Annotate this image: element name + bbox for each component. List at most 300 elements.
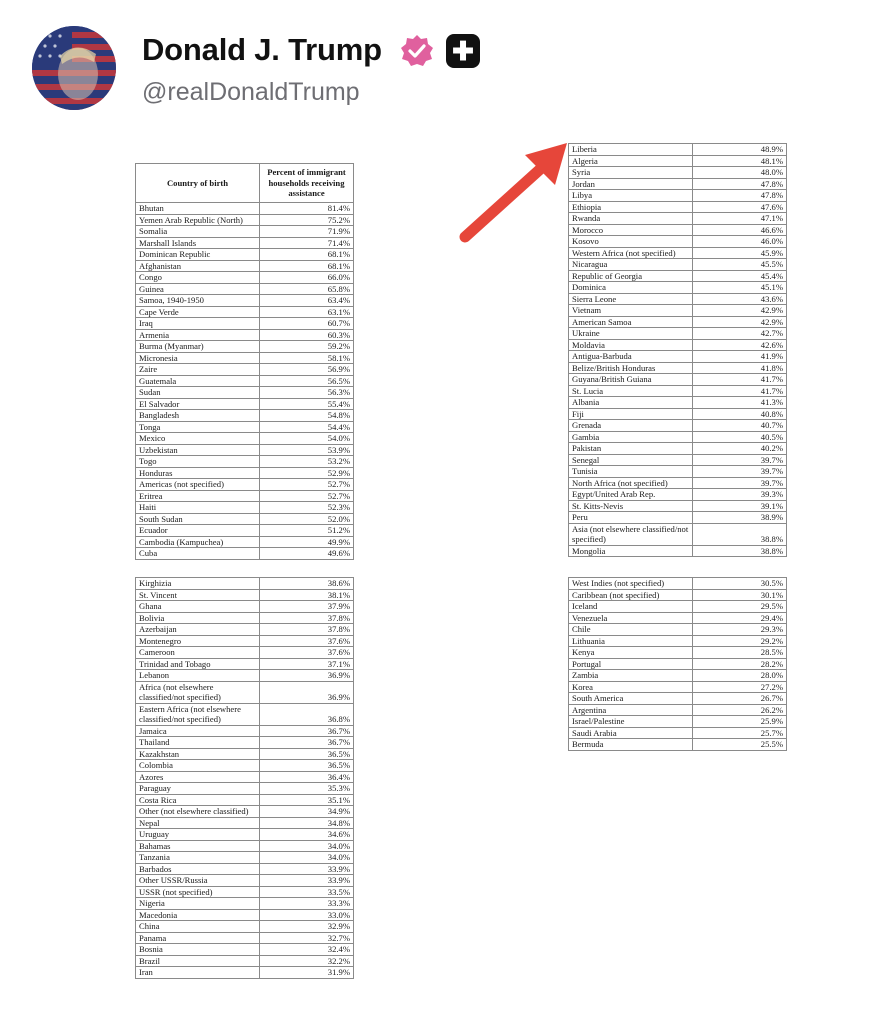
country-cell: Sudan: [136, 387, 260, 399]
percent-cell: 38.8%: [693, 545, 787, 557]
country-cell: Cambodia (Kampuchea): [136, 536, 260, 548]
percent-cell: 41.8%: [693, 362, 787, 374]
table-row: [136, 444, 354, 456]
percent-cell: 40.7%: [693, 420, 787, 432]
percent-cell: 40.2%: [693, 443, 787, 455]
percent-cell: 60.7%: [260, 318, 354, 330]
percent-cell: 46.6%: [693, 224, 787, 236]
percent-cell: 38.6%: [260, 578, 354, 590]
table-row: [569, 704, 787, 716]
percent-cell: 34.0%: [260, 840, 354, 852]
percent-cell: 54.8%: [260, 410, 354, 422]
country-cell: Somalia: [136, 226, 260, 238]
country-cell: Jordan: [569, 178, 693, 190]
country-cell: Bosnia: [136, 944, 260, 956]
table-row: [569, 247, 787, 259]
percent-cell: 39.7%: [693, 454, 787, 466]
table-row: [569, 351, 787, 363]
table-row: [569, 190, 787, 202]
table-row: [569, 443, 787, 455]
percent-cell: 25.7%: [693, 727, 787, 739]
table-row: [569, 362, 787, 374]
table-row: [136, 725, 354, 737]
country-cell: South Sudan: [136, 513, 260, 525]
country-cell: Kenya: [569, 647, 693, 659]
table-row: [136, 387, 354, 399]
percent-cell: 30.5%: [693, 578, 787, 590]
percent-cell: 29.5%: [693, 601, 787, 613]
percent-cell: 28.2%: [693, 658, 787, 670]
country-cell: Grenada: [569, 420, 693, 432]
country-cell: Haiti: [136, 502, 260, 514]
table-row: [136, 341, 354, 353]
country-cell: Samoa, 1940-1950: [136, 295, 260, 307]
country-cell: Rwanda: [569, 213, 693, 225]
table-row: [136, 647, 354, 659]
percent-cell: 34.8%: [260, 817, 354, 829]
percent-cell: 54.4%: [260, 421, 354, 433]
percent-cell: 45.9%: [693, 247, 787, 259]
country-cell: Americas (not specified): [136, 479, 260, 491]
percent-cell: 40.8%: [693, 408, 787, 420]
country-cell: American Samoa: [569, 316, 693, 328]
percent-cell: 42.9%: [693, 305, 787, 317]
percent-cell: 45.4%: [693, 270, 787, 282]
percent-cell: 39.3%: [693, 489, 787, 501]
country-cell: Liberia: [569, 144, 693, 156]
percent-cell: 34.0%: [260, 852, 354, 864]
country-cell: South America: [569, 693, 693, 705]
percent-cell: 27.2%: [693, 681, 787, 693]
country-cell: Micronesia: [136, 352, 260, 364]
percent-cell: 37.8%: [260, 624, 354, 636]
country-cell: Iran: [136, 967, 260, 979]
verified-badge-icon: [400, 34, 434, 68]
country-cell: Marshall Islands: [136, 237, 260, 249]
country-cell: Nepal: [136, 817, 260, 829]
table-row: [569, 545, 787, 557]
country-cell: Nicaragua: [569, 259, 693, 271]
country-cell: Republic of Georgia: [569, 270, 693, 282]
table-row: [136, 329, 354, 341]
country-cell: USSR (not specified): [136, 886, 260, 898]
percent-cell: 45.1%: [693, 282, 787, 294]
country-cell: Korea: [569, 681, 693, 693]
red-arrow-icon: [455, 135, 575, 245]
assistance-table-4: [568, 577, 787, 751]
country-cell: Chile: [569, 624, 693, 636]
table-row: [569, 647, 787, 659]
percent-cell: 36.8%: [260, 703, 354, 725]
percent-cell: 36.5%: [260, 760, 354, 772]
percent-cell: 41.7%: [693, 385, 787, 397]
table-row: [569, 397, 787, 409]
percent-cell: 54.0%: [260, 433, 354, 445]
percent-cell: 39.7%: [693, 477, 787, 489]
country-cell: Ghana: [136, 601, 260, 613]
percent-cell: 32.4%: [260, 944, 354, 956]
percent-cell: 32.2%: [260, 955, 354, 967]
percent-cell: 42.9%: [693, 316, 787, 328]
table-row: [569, 512, 787, 524]
percent-cell: 31.9%: [260, 967, 354, 979]
table-row: [136, 748, 354, 760]
table-row: [136, 817, 354, 829]
country-cell: Pakistan: [569, 443, 693, 455]
percent-cell: 33.0%: [260, 909, 354, 921]
table-row: [136, 875, 354, 887]
percent-cell: 47.8%: [693, 178, 787, 190]
table-row: [569, 693, 787, 705]
table-row: [136, 398, 354, 410]
table-row: [136, 840, 354, 852]
table-row: [569, 420, 787, 432]
country-cell: Bermuda: [569, 739, 693, 751]
assistance-table-2: [135, 577, 354, 979]
table-row: [136, 214, 354, 226]
country-cell: Mongolia: [569, 545, 693, 557]
plus-icon: ✚: [446, 34, 480, 68]
country-cell: Venezuela: [569, 612, 693, 624]
percent-cell: 34.9%: [260, 806, 354, 818]
table-row: [569, 144, 787, 156]
percent-cell: 47.8%: [693, 190, 787, 202]
country-cell: St. Kitts-Nevis: [569, 500, 693, 512]
table-row: [136, 237, 354, 249]
country-cell: Jamaica: [136, 725, 260, 737]
table-row: [569, 716, 787, 728]
percent-cell: 33.9%: [260, 863, 354, 875]
country-cell: El Salvador: [136, 398, 260, 410]
country-cell: Dominican Republic: [136, 249, 260, 261]
percent-cell: 68.1%: [260, 260, 354, 272]
country-cell: Tunisia: [569, 466, 693, 478]
country-cell: Algeria: [569, 155, 693, 167]
post-header: [0, 0, 892, 130]
country-cell: Argentina: [569, 704, 693, 716]
country-cell: Israel/Palestine: [569, 716, 693, 728]
country-cell: Cape Verde: [136, 306, 260, 318]
table-row: [136, 760, 354, 772]
percent-cell: 65.8%: [260, 283, 354, 295]
table-row: [136, 944, 354, 956]
percent-cell: 41.9%: [693, 351, 787, 363]
table-row: [569, 670, 787, 682]
percent-cell: 36.9%: [260, 681, 354, 703]
table-row: [136, 681, 354, 703]
table-row: [136, 806, 354, 818]
table-row: [569, 293, 787, 305]
table-row: [136, 932, 354, 944]
country-cell: Senegal: [569, 454, 693, 466]
table-row: [569, 328, 787, 340]
table-row: [569, 224, 787, 236]
country-cell: China: [136, 921, 260, 933]
table-row: [136, 513, 354, 525]
percent-cell: 66.0%: [260, 272, 354, 284]
percent-cell: 33.5%: [260, 886, 354, 898]
percent-cell: 39.7%: [693, 466, 787, 478]
percent-cell: 56.5%: [260, 375, 354, 387]
country-cell: Uruguay: [136, 829, 260, 841]
country-cell: Morocco: [569, 224, 693, 236]
table-row: [569, 236, 787, 248]
table-row: [569, 201, 787, 213]
table-row: [136, 352, 354, 364]
table-row: [569, 454, 787, 466]
percent-cell: 41.7%: [693, 374, 787, 386]
country-cell: Yemen Arab Republic (North): [136, 214, 260, 226]
percent-cell: 52.9%: [260, 467, 354, 479]
table-row: [136, 467, 354, 479]
country-cell: Kirghizia: [136, 578, 260, 590]
percent-cell: 30.1%: [693, 589, 787, 601]
table-row: [569, 167, 787, 179]
country-cell: Gambia: [569, 431, 693, 443]
percent-cell: 41.3%: [693, 397, 787, 409]
percent-cell: 26.7%: [693, 693, 787, 705]
avatar[interactable]: [32, 26, 116, 110]
table-row: [569, 213, 787, 225]
table-row: [136, 612, 354, 624]
country-cell: Vietnam: [569, 305, 693, 317]
table-row: [136, 410, 354, 422]
country-cell: Panama: [136, 932, 260, 944]
country-cell: Other USSR/Russia: [136, 875, 260, 887]
country-cell: Montenegro: [136, 635, 260, 647]
table-row: [136, 886, 354, 898]
percent-cell: 45.5%: [693, 259, 787, 271]
table-row: [136, 737, 354, 749]
user-handle[interactable]: @realDonaldTrump: [142, 78, 360, 106]
percent-cell: 36.7%: [260, 737, 354, 749]
table-row: [569, 477, 787, 489]
percent-cell: 37.6%: [260, 647, 354, 659]
country-cell: Portugal: [569, 658, 693, 670]
table-row: [136, 955, 354, 967]
country-cell: Asia (not elsewhere classified/not specified): [569, 523, 693, 545]
percent-cell: 47.1%: [693, 213, 787, 225]
percent-cell: 35.1%: [260, 794, 354, 806]
table-row: [569, 259, 787, 271]
percent-cell: 68.1%: [260, 249, 354, 261]
percent-cell: 36.4%: [260, 771, 354, 783]
table-row: [136, 921, 354, 933]
percent-cell: 47.6%: [693, 201, 787, 213]
country-cell: Syria: [569, 167, 693, 179]
percent-cell: 71.4%: [260, 237, 354, 249]
table-row: [136, 421, 354, 433]
percent-cell: 48.9%: [693, 144, 787, 156]
percent-cell: 55.4%: [260, 398, 354, 410]
table-row: [136, 829, 354, 841]
country-cell: Bangladesh: [136, 410, 260, 422]
country-cell: St. Lucia: [569, 385, 693, 397]
table-row: [136, 364, 354, 376]
percent-cell: 37.6%: [260, 635, 354, 647]
country-cell: Caribbean (not specified): [569, 589, 693, 601]
percent-cell: 56.3%: [260, 387, 354, 399]
country-cell: Guatemala: [136, 375, 260, 387]
table-row: [569, 155, 787, 167]
table-row: [569, 316, 787, 328]
percent-cell: 36.9%: [260, 670, 354, 682]
display-name[interactable]: Donald J. Trump: [142, 32, 382, 67]
country-cell: Guinea: [136, 283, 260, 295]
country-cell: West Indies (not specified): [569, 578, 693, 590]
country-cell: Other (not elsewhere classified): [136, 806, 260, 818]
country-cell: Fiji: [569, 408, 693, 420]
table-row: [136, 283, 354, 295]
table-row: [136, 525, 354, 537]
country-cell: Togo: [136, 456, 260, 468]
table-row: [136, 203, 354, 215]
country-cell: Bahamas: [136, 840, 260, 852]
table-row: [136, 456, 354, 468]
table-row: [136, 783, 354, 795]
table-row: [136, 502, 354, 514]
table-row: [136, 624, 354, 636]
table-row: [136, 578, 354, 590]
percent-cell: 75.2%: [260, 214, 354, 226]
percent-cell: 35.3%: [260, 783, 354, 795]
country-cell: Azores: [136, 771, 260, 783]
country-cell: Iceland: [569, 601, 693, 613]
percent-cell: 37.8%: [260, 612, 354, 624]
country-cell: Afghanistan: [136, 260, 260, 272]
country-cell: Bhutan: [136, 203, 260, 215]
table-row: [136, 306, 354, 318]
table-row: [569, 624, 787, 636]
percent-cell: 52.0%: [260, 513, 354, 525]
table-row: [569, 339, 787, 351]
table-row: [569, 385, 787, 397]
percent-cell: 51.2%: [260, 525, 354, 537]
table-row: [569, 500, 787, 512]
percent-cell: 38.8%: [693, 523, 787, 545]
table-row: [136, 703, 354, 725]
table-row: [136, 295, 354, 307]
percent-cell: 37.1%: [260, 658, 354, 670]
country-cell: Libya: [569, 190, 693, 202]
percent-cell: 59.2%: [260, 341, 354, 353]
percent-cell: 28.0%: [693, 670, 787, 682]
percent-cell: 48.0%: [693, 167, 787, 179]
percent-cell: 29.4%: [693, 612, 787, 624]
country-cell: Eritrea: [136, 490, 260, 502]
table-row: [136, 658, 354, 670]
country-cell: Egypt/United Arab Rep.: [569, 489, 693, 501]
percent-cell: 43.6%: [693, 293, 787, 305]
table-row: [136, 967, 354, 979]
table-row: [136, 249, 354, 261]
table-row: [569, 681, 787, 693]
percent-cell: 36.7%: [260, 725, 354, 737]
avatar-flag-portrait-icon: [32, 26, 116, 110]
table-row: [569, 589, 787, 601]
percent-cell: 71.9%: [260, 226, 354, 238]
percent-cell: 38.1%: [260, 589, 354, 601]
country-cell: Honduras: [136, 467, 260, 479]
assistance-table-1: [135, 163, 354, 560]
country-cell: Lebanon: [136, 670, 260, 682]
country-cell: Azerbaijan: [136, 624, 260, 636]
country-cell: Saudi Arabia: [569, 727, 693, 739]
country-cell: Uzbekistan: [136, 444, 260, 456]
percent-cell: 26.2%: [693, 704, 787, 716]
country-cell: Zaire: [136, 364, 260, 376]
percent-cell: 49.6%: [260, 548, 354, 560]
table-row: [136, 375, 354, 387]
table-row: [569, 739, 787, 751]
percent-cell: 32.7%: [260, 932, 354, 944]
country-cell: North Africa (not specified): [569, 477, 693, 489]
percent-cell: 56.9%: [260, 364, 354, 376]
table-row: [569, 601, 787, 613]
percent-cell: 42.7%: [693, 328, 787, 340]
table-row: [136, 548, 354, 560]
country-cell: Cuba: [136, 548, 260, 560]
country-cell: Iraq: [136, 318, 260, 330]
table-row: [136, 863, 354, 875]
table-row: [136, 794, 354, 806]
percent-cell: 53.2%: [260, 456, 354, 468]
table-row: [569, 178, 787, 190]
table-row: [136, 260, 354, 272]
country-cell: Western Africa (not specified): [569, 247, 693, 259]
column-header-percent: Percent of immigrant households receiving assistance: [260, 164, 354, 203]
percent-cell: 63.4%: [260, 295, 354, 307]
country-cell: Costa Rica: [136, 794, 260, 806]
country-cell: Trinidad and Tobago: [136, 658, 260, 670]
percent-cell: 29.3%: [693, 624, 787, 636]
table-row: [136, 771, 354, 783]
country-cell: Dominica: [569, 282, 693, 294]
percent-cell: 25.9%: [693, 716, 787, 728]
table-row: [136, 536, 354, 548]
percent-cell: 48.1%: [693, 155, 787, 167]
country-cell: Antigua-Barbuda: [569, 351, 693, 363]
table-row: [136, 909, 354, 921]
country-cell: Armenia: [136, 329, 260, 341]
table-row: [569, 431, 787, 443]
country-cell: Africa (not elsewhere classified/not specified): [136, 681, 260, 703]
percent-cell: 49.9%: [260, 536, 354, 548]
country-cell: Ecuador: [136, 525, 260, 537]
country-cell: Tanzania: [136, 852, 260, 864]
percent-cell: 33.3%: [260, 898, 354, 910]
table-row: [136, 433, 354, 445]
country-cell: Eastern Africa (not elsewhere classified/not specified): [136, 703, 260, 725]
table-row: [569, 612, 787, 624]
country-cell: Bolivia: [136, 612, 260, 624]
percent-cell: 52.7%: [260, 479, 354, 491]
percent-cell: 34.6%: [260, 829, 354, 841]
country-cell: Cameroon: [136, 647, 260, 659]
country-cell: Guyana/British Guiana: [569, 374, 693, 386]
table-row: [136, 490, 354, 502]
country-cell: Albania: [569, 397, 693, 409]
percent-cell: 52.3%: [260, 502, 354, 514]
column-header-country: Country of birth: [136, 164, 260, 203]
country-cell: Paraguay: [136, 783, 260, 795]
assistance-table-3: [568, 143, 787, 557]
country-cell: St. Vincent: [136, 589, 260, 601]
country-cell: Mexico: [136, 433, 260, 445]
table-row: [569, 408, 787, 420]
table-row: [136, 272, 354, 284]
country-cell: Brazil: [136, 955, 260, 967]
